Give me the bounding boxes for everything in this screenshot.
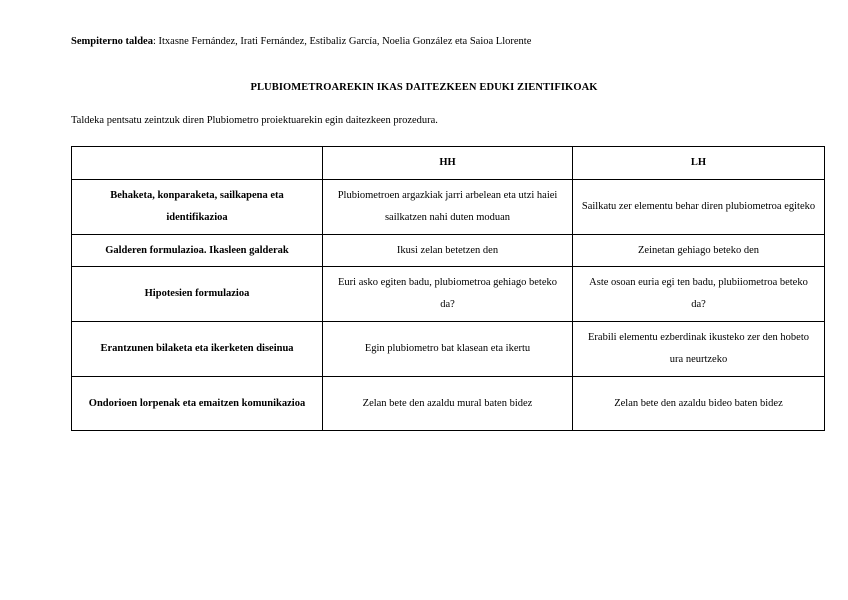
table-row xyxy=(72,322,825,377)
lh-cell: Aste osoan euria egi ten badu, plubiiometroa beteko da? xyxy=(573,267,825,322)
authors-label: Sempiterno taldea xyxy=(71,36,153,47)
hh-cell: Ikusi zelan betetzen den xyxy=(323,235,573,267)
row-label: Hipotesien formulazioa xyxy=(72,267,323,322)
authors-names: : Itxasne Fernández, Irati Fernández, Estibaliz García, Noelia González eta Saioa Llorente xyxy=(152,36,532,47)
row-label: Erantzunen bilaketa eta ikerketen diseinua xyxy=(72,322,323,377)
row-label: Galderen formulazioa. Ikasleen galderak xyxy=(72,235,323,267)
procedures-table xyxy=(71,146,825,431)
hh-cell: Plubiometroen argazkiak jarri arbelean eta utzi haiei sailkatzen nahi duten moduan xyxy=(323,180,573,235)
table-row xyxy=(72,267,825,322)
lh-cell: Zeinetan gehiago beteko den xyxy=(573,235,825,267)
table-row xyxy=(72,235,825,267)
table-header-row xyxy=(72,147,825,180)
lh-cell: Erabili elementu ezberdinak ikusteko zer den hobeto ura neurtzeko xyxy=(573,322,825,377)
row-label: Ondorioen lorpenak eta emaitzen komunikazioa xyxy=(72,377,323,431)
header-cell-hh: HH xyxy=(323,147,573,180)
header-cell-empty xyxy=(72,147,323,180)
lh-cell: Sailkatu zer elementu behar diren plubiometroa egiteko xyxy=(573,180,825,235)
table-row xyxy=(72,377,825,431)
intro-paragraph: Taldeka pentsatu zeintzuk diren Plubiometro proiektuarekin egin daitezkeen prozedura. xyxy=(71,115,438,126)
document-title: PLUBIOMETROAREKIN IKAS DAITEZKEEN EDUKI ZIENTIFIKOAK xyxy=(250,82,598,93)
table-row xyxy=(72,180,825,235)
row-label: Behaketa, konparaketa, sailkapena eta identifikazioa xyxy=(72,180,323,235)
authors-line xyxy=(71,36,531,47)
header-cell-lh: LH xyxy=(573,147,825,180)
hh-cell: Euri asko egiten badu, plubiometroa gehiago beteko da? xyxy=(323,267,573,322)
hh-cell: Zelan bete den azaldu mural baten bidez xyxy=(323,377,573,431)
hh-cell: Egin plubiometro bat klasean eta ikertu xyxy=(323,322,573,377)
lh-cell: Zelan bete den azaldu bideo baten bidez xyxy=(573,377,825,431)
